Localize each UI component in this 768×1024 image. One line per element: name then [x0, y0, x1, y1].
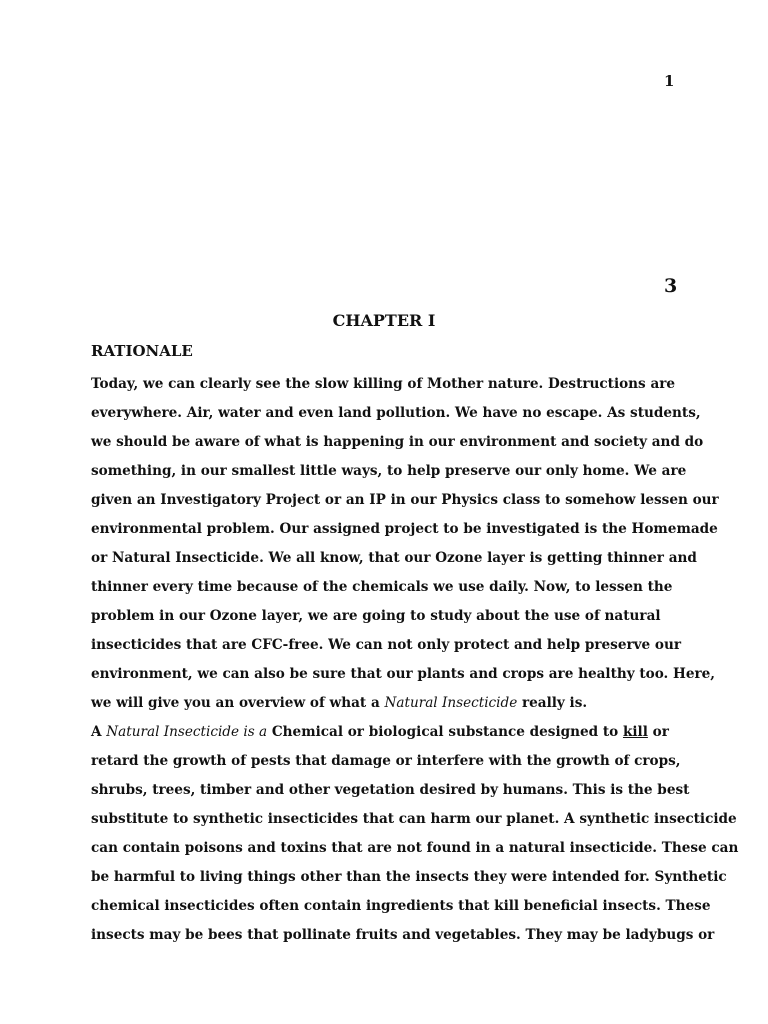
- text-line: be harmful to living things other than the insects they were intended for. Synthetic: [91, 869, 727, 885]
- italic-term: Natural Insecticide: [384, 695, 518, 711]
- text-line: given an Investigatory Project or an IP in our Physics class to somehow lessen our: [91, 492, 719, 508]
- text-segment: really is.: [517, 695, 588, 711]
- underlined-word: kill: [622, 724, 648, 740]
- text-segment: Chemical or biological substance designed to: [267, 724, 623, 740]
- text-segment: A: [91, 724, 107, 740]
- chapter-title: CHAPTER I: [332, 311, 436, 330]
- text-line: shrubs, trees, timber and other vegetation desired by humans. This is the best: [91, 782, 690, 798]
- text-segment: we will give you an overview of what a: [91, 695, 385, 711]
- text-line: something, in our smallest little ways, to help preserve our only home. We are: [91, 463, 687, 479]
- text-line: insecticides that are CFC-free. We can not only protect and help preserve our: [91, 637, 682, 653]
- text-line: insects may be bees that pollinate fruits and vegetables. They may be ladybugs or: [91, 927, 715, 943]
- body-text: [91, 370, 739, 950]
- text-line: environment, we can also be sure that our plants and crops are healthy too. Here,: [91, 666, 716, 682]
- text-line: problem in our Ozone layer, we are going to study about the use of natural: [91, 608, 661, 624]
- page-number-1: 1: [664, 72, 675, 90]
- text-line: thinner every time because of the chemicals we use daily. Now, to lessen the: [91, 579, 673, 595]
- text-line: Today, we can clearly see the slow killing of Mother nature. Destructions are: [91, 376, 676, 392]
- text-line: can contain poisons and toxins that are not found in a natural insecticide. These can: [91, 840, 739, 856]
- text-line: environmental problem. Our assigned project to be investigated is the Homemade: [91, 521, 718, 537]
- text-line: everywhere. Air, water and even land pollution. We have no escape. As students,: [91, 405, 701, 421]
- text-line: we should be aware of what is happening in our environment and society and do: [91, 434, 704, 450]
- text-line: [91, 718, 681, 747]
- section-heading: RATIONALE: [91, 342, 193, 360]
- text-line: retard the growth of pests that damage or interfere with the growth of crops,: [91, 753, 681, 769]
- text-line: substitute to synthetic insecticides that can harm our planet. A synthetic insecticide: [91, 811, 737, 827]
- text-line: chemical insecticides often contain ingredients that kill beneficial insects. These: [91, 898, 711, 914]
- text-line: [91, 689, 681, 718]
- italic-term: Natural Insecticide is a: [106, 724, 268, 740]
- text-segment: or: [647, 724, 669, 740]
- page-number-3: 3: [664, 275, 678, 297]
- text-line: or Natural Insecticide. We all know, that our Ozone layer is getting thinner and: [91, 550, 697, 566]
